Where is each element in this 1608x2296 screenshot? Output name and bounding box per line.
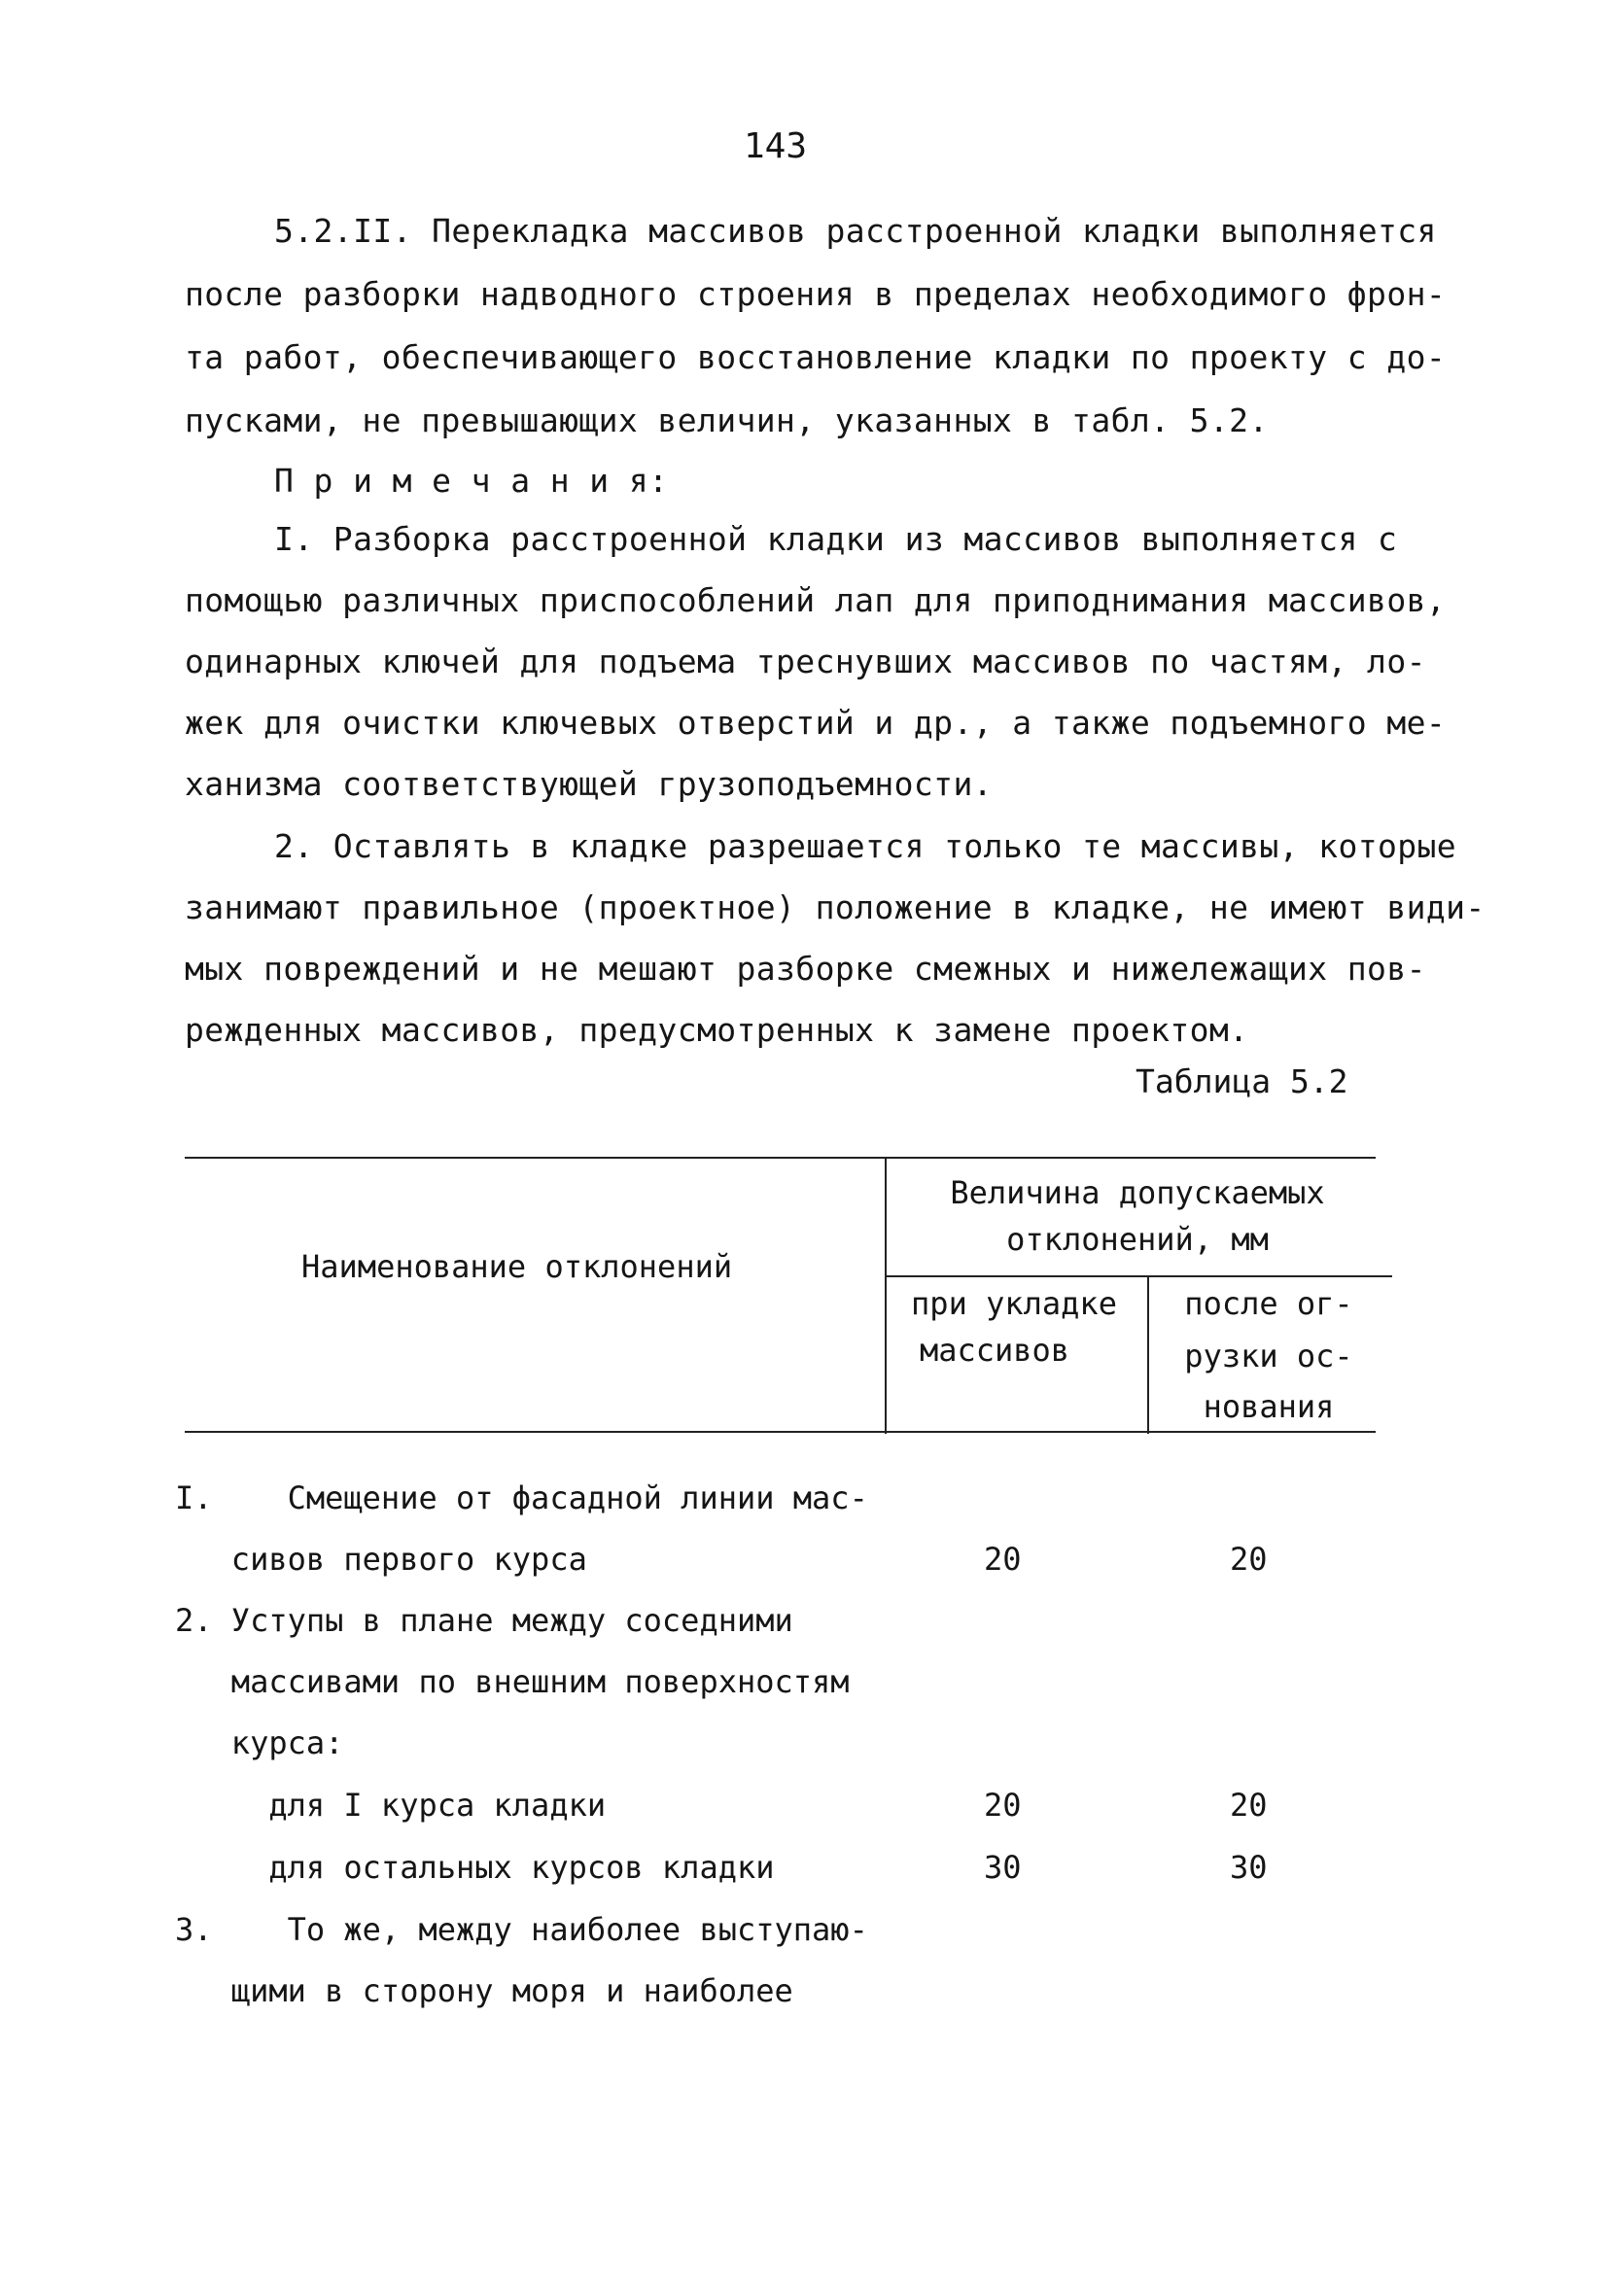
note-2-line: занимают правильное (проектное) положение в кладке, не имеют види-	[185, 888, 1486, 926]
note-1-line: I. Разборка расстроенной кладки из массивов выполняется с	[274, 520, 1398, 558]
table-row-text: курса:	[175, 1724, 344, 1761]
table-row-text: сивов первого курса	[175, 1541, 587, 1578]
table-title: Таблица 5.2	[1136, 1062, 1348, 1100]
note-2-line: 2. Оставлять в кладке разрешается только те массивы, которые	[274, 827, 1457, 865]
column-group-header: отклонений, мм	[1006, 1221, 1269, 1258]
note-2-line: режденных массивов, предусмотренных к замене проектом.	[185, 1011, 1249, 1049]
table-row-text: для I курса кладки	[175, 1787, 607, 1824]
table-cell-b: 20	[1230, 1787, 1268, 1824]
table-row-text: I. Смещение от фасадной линии мас-	[175, 1479, 868, 1516]
note-1-line: ханизма соответствующей грузоподъемности.	[185, 765, 993, 803]
table-row-text: 3. То же, между наиболее выступаю-	[175, 1911, 868, 1948]
table-vertical-rule	[885, 1157, 887, 1434]
note-1-line: помощью различных приспособлений лап для приподнимания массивов,	[185, 581, 1447, 619]
table-cell-a: 20	[984, 1787, 1022, 1824]
column-header-b: рузки ос-	[1184, 1338, 1353, 1374]
paragraph-line: после разборки надводного строения в пределах необходимого фрон-	[185, 275, 1447, 313]
paragraph-line: пусками, не превышающих величин, указанных в табл. 5.2.	[185, 401, 1269, 439]
note-1-line: одинарных ключей для подъема треснувших массивов по частям, ло-	[185, 643, 1426, 680]
column-header-b: после ог-	[1184, 1285, 1353, 1322]
column-header-a: при укладке	[911, 1285, 1117, 1322]
table-header-bottom-rule	[185, 1431, 1376, 1433]
table-row-text: 2. Уступы в плане между соседними	[175, 1602, 793, 1639]
note-2-line: мых повреждений и не мешают разборке смежных и нижележащих пов-	[185, 950, 1426, 988]
table-cell-b: 30	[1230, 1849, 1268, 1886]
column-header-a: массивов	[919, 1332, 1070, 1369]
paragraph-line: та работ, обеспечивающего восстановление кладки по проекту с до-	[185, 338, 1447, 376]
table-cell-b: 20	[1230, 1541, 1268, 1578]
table-cell-a: 20	[984, 1541, 1022, 1578]
note-1-line: жек для очистки ключевых отверстий и др., а также подъемного ме-	[185, 704, 1447, 742]
table-row-text: щими в сторону моря и наиболее	[175, 1972, 793, 2009]
paragraph-line: 5.2.II. Перекладка массивов расстроенной кладки выполняется	[274, 212, 1437, 250]
table-subheader-rule	[887, 1275, 1392, 1277]
page-number: 143	[744, 126, 808, 166]
notes-heading: П р и м е ч а н и я:	[274, 462, 669, 500]
column-header-name: Наименование отклонений	[301, 1248, 733, 1285]
column-group-header: Величина допускаемых	[950, 1174, 1325, 1211]
table-row-text: массивами по внешним поверхностям	[175, 1663, 850, 1700]
table-row-text: для остальных курсов кладки	[175, 1849, 775, 1886]
table-top-rule	[185, 1157, 1376, 1159]
table-vertical-rule	[1147, 1277, 1149, 1434]
column-header-b: нования	[1203, 1388, 1335, 1425]
table-cell-a: 30	[984, 1849, 1022, 1886]
